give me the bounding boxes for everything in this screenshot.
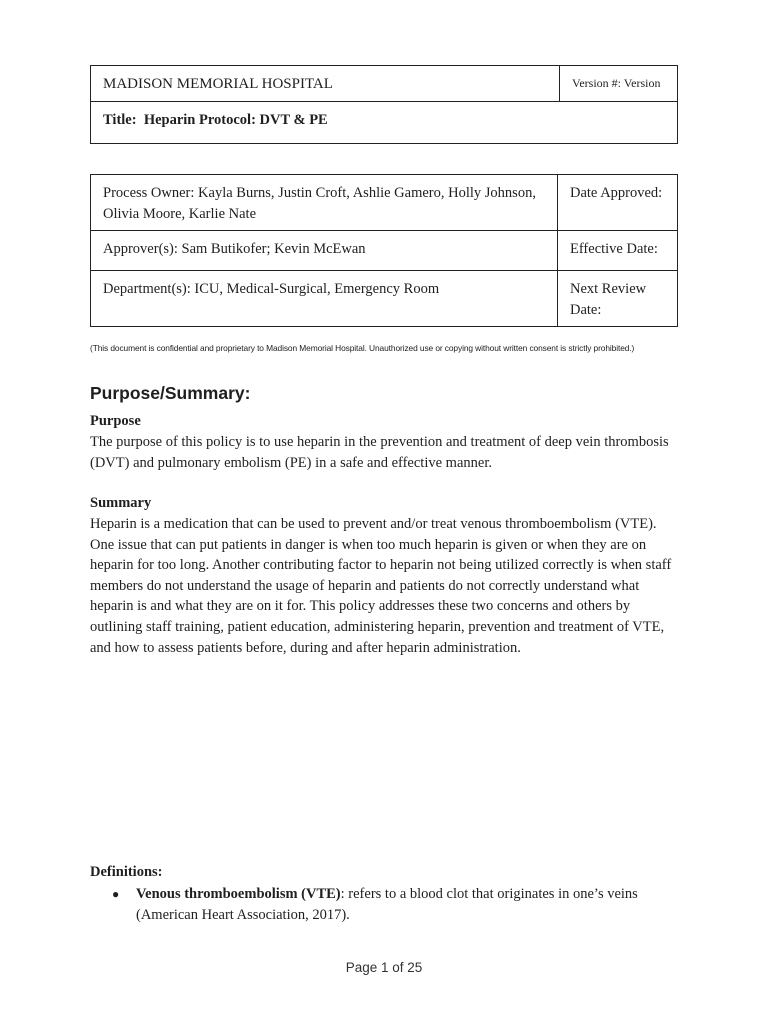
definitions-list [112,884,678,926]
version-number: Version #: Version [560,66,678,102]
approvers: Approver(s): Sam Butikofer; Kevin McEwan [91,231,558,271]
header-table [90,65,678,144]
list-item [112,884,678,926]
departments: Department(s): ICU, Medical-Surgical, Emergency Room [91,271,558,327]
confidential-notice: (This document is confidential and proprietary to Madison Memorial Hospital. Unauthorized use or copying without written consent is strictly prohibited.) [90,343,635,353]
document-title [91,102,678,144]
purpose-heading: Purpose [90,413,141,429]
title-label: Title: [103,112,137,128]
definition-text: : refers to a blood clot that originates in one’s veins (American Heart Association, 2017). [136,886,638,923]
definitions-heading: Definitions: [90,864,163,880]
summary-heading: Summary [90,495,152,511]
date-approved: Date Approved: [558,175,678,231]
title-value: Heparin Protocol: DVT & PE [143,112,328,128]
next-review-date: Next Review Date: [558,271,678,327]
owner-table [90,174,678,327]
definition-term: Venous thromboembolism (VTE) [136,886,341,902]
bullet-icon: ● [112,887,120,901]
section-heading: Purpose/Summary: [90,383,251,403]
process-owner: Process Owner: Kayla Burns, Justin Croft, Ashlie Gamero, Holly Johnson, Olivia Moore, Karlie Nate [91,175,558,231]
summary-text: Heparin is a medication that can be used to prevent and/or treat venous thromboembolism (VTE). One issue that can put patients in danger is when too much heparin is given or when they are on heparin for too long. Another contributing factor to heparin not being utilized correctly is when staff members do not understand the usage of heparin and patients do not correctly understand what heparin is and what they are on it for. This policy addresses these two concerns and others by outlining staff training, patient education, administering heparin, prevention and treatment of VTE, and how to assess patients before, during and after heparin administration. [90,516,672,656]
hospital-name: MADISON MEMORIAL HOSPITAL [91,66,560,102]
purpose-text: The purpose of this policy is to use heparin in the prevention and treatment of deep vein thrombosis (DVT) and pulmonary embolism (PE) in a safe and effective manner. [90,434,669,471]
page-number: Page 1 of 25 [345,960,423,975]
effective-date: Effective Date: [558,231,678,271]
